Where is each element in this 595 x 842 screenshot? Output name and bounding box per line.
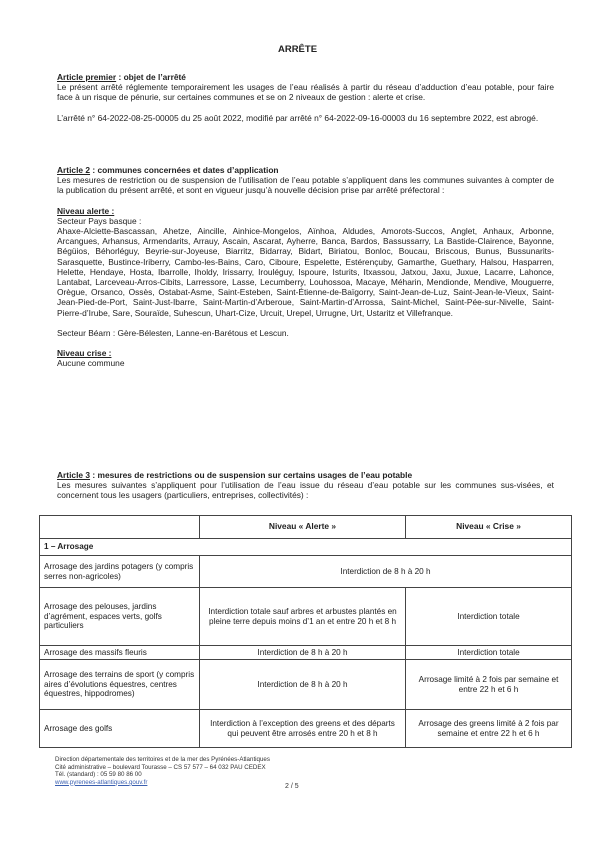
table-row bbox=[40, 588, 572, 646]
restriction-cell-both: Interdiction de 8 h à 20 h bbox=[200, 556, 572, 588]
bearn-communes: Secteur Béarn : Gère-Bélesten, Lanne-en-Barétous et Lescun. bbox=[57, 327, 289, 338]
article-3 bbox=[57, 470, 554, 501]
article-2-heading bbox=[57, 165, 554, 175]
article-3-heading-prefix: Article 3 bbox=[57, 470, 91, 480]
article-2-heading-prefix: Article 2 bbox=[57, 165, 91, 175]
footer-website-link[interactable]: www.pyrenees-atlantiques.gouv.fr bbox=[55, 778, 148, 786]
restrictions-table bbox=[39, 515, 572, 748]
alerte-cell: Interdiction totale sauf arbres et arbustes plantés en pleine terre depuis moins d’1 an et entre 20 h et 8 h bbox=[200, 588, 406, 646]
page-number: 2 / 5 bbox=[285, 783, 299, 790]
table-row bbox=[40, 710, 572, 748]
usage-cell: Arrosage des terrains de sport (y compris aires d’évolutions équestres, centres équestres, hippodromes) bbox=[40, 660, 200, 710]
crise-cell: Interdiction totale bbox=[406, 588, 572, 646]
crise-text: Aucune commune bbox=[57, 358, 125, 369]
crise-cell: Interdiction totale bbox=[406, 646, 572, 660]
page-title: ARRÊTE bbox=[277, 44, 318, 55]
footer-line-2: Cité administrative – boulevard Tourasse – CS 57 577 – 64 032 PAU CEDEX bbox=[55, 763, 266, 771]
table-row bbox=[40, 660, 572, 710]
alerte-cell: Interdiction de 8 h à 20 h bbox=[200, 660, 406, 710]
alerte-cell: Interdiction à l’exception des greens et des départs qui peuvent être arrosés entre 20 h et 8 h bbox=[200, 710, 406, 748]
crise-cell: Arrosage limité à 2 fois par semaine et entre 22 h et 6 h bbox=[406, 660, 572, 710]
pays-basque-communes: Ahaxe-Alciette-Bascassan, Ahetze, Aincille, Ainhice-Mongelos, Aïnhoa, Aldudes, Amorots-Succos, Anglet, Anhaux, Arbonne, Arcangues, Arhansus, Armendarits, Arrauy, Ascain, Ascarat, Ayherre, Banca, Bardos, Bassussarry, La Bastide-Clairence, Bayonne, Bégüios, Béhorléguy, Beyrie-sur-Joyeuse, Biarritz, Bidarray, Bidart, Biriatou, Bonloc, Boucau, Briscous, Bunus, Bussunarits-Sarasquette, Bustince-Iriberry, Cambo-les-Bains, Caro, Ciboure, Espelette, Estérençuby, Gamarthe, Guethary, Halsou, Hasparren, Helette, Hendaye, Hosta, Ibarrolle, Iholdy, Irissarry, Irouléguy, Ispoure, Isturits, Itxassou, Jatxou, Jaxu, Juxue, Lacarre, Lahonce, Lantabat, Larceveau-Arros-Cibits, Larressore, Lasse, Lecumberry, Louhossoa, Macaye, Méharin, Mendionde, Mendive, Mouguerre, Orègue, Orsanco, Ossès, Ostabat-Asme, Saint-Esteben, Saint-Étienne-de-Baïgorry, Saint-Jean-de-Luz, Saint-Jean-le-Vieux, Saint-Jean-Pied-de-Port, Saint-Just-Ibarre, Saint-Martin-d’Arberoue, Saint-Martin-d’Arrossa, Saint-Michel, Saint-Pée-sur-Nivelle, Saint-Pierre-d’Irube, Sare, Souraïde, Suhescun, Uhart-Cize, Urcuit, Urepel, Urrugne, Urt, Ustaritz et Villefranque. bbox=[57, 226, 554, 318]
article-3-heading-rest: : mesures de restrictions ou de suspension sur certains usages de l’eau potable bbox=[90, 470, 413, 480]
alerte-cell: Interdiction de 8 h à 20 h bbox=[200, 646, 406, 660]
alerte-heading: Niveau alerte : bbox=[57, 205, 115, 216]
usage-cell: Arrosage des jardins potagers (y compris serres non-agricoles) bbox=[40, 556, 200, 588]
article-2 bbox=[57, 165, 554, 368]
article-1-paragraph-2: L’arrêté n° 64-2022-08-25-00005 du 25 août 2022, modifié par arrêté n° 64-2022-09-16-00003 du 16 septembre 2022, est abrogé. bbox=[57, 112, 539, 123]
article-1-heading-prefix: Article premier bbox=[57, 72, 117, 82]
article-3-paragraph: Les mesures suivantes s’appliquent pour l’utilisation de l’eau issue du réseau d’eau potable sur les communes sus-visées, et concernent tous les usagers (particuliers, entreprises, collectivités) : bbox=[57, 480, 554, 501]
footer-line-3: Tél. (standard) : 05 59 80 86 00 bbox=[55, 771, 142, 779]
crise-cell: Arrosage des greens limité à 2 fois par semaine et entre 22 h et 6 h bbox=[406, 710, 572, 748]
table-row bbox=[40, 646, 572, 660]
usage-cell: Arrosage des pelouses, jardins d’agrément, espaces verts, golfs particuliers bbox=[40, 588, 200, 646]
article-3-heading bbox=[57, 470, 554, 480]
crise-heading: Niveau crise : bbox=[57, 348, 112, 359]
usage-cell: Arrosage des golfs bbox=[40, 710, 200, 748]
header-usage bbox=[40, 516, 200, 539]
table-header-row bbox=[40, 516, 572, 539]
header-crise: Niveau « Crise » bbox=[406, 516, 572, 539]
table-row bbox=[40, 556, 572, 588]
header-alerte: Niveau « Alerte » bbox=[200, 516, 406, 539]
footer-line-1: Direction départementale des territoires et de la mer des Pyrénées-Atlantiques bbox=[55, 756, 270, 763]
section-arrosage: 1 – Arrosage bbox=[40, 539, 572, 556]
footer bbox=[55, 756, 270, 786]
article-2-paragraph: Les mesures de restriction ou de suspension de l’utilisation de l’eau potable s’appliquent dans les communes suivantes à compter de la publication du présent arrêté, et sont en vigueur jusqu’à nouvelle décision prise par arrêté préfectoral : bbox=[57, 175, 554, 196]
table-section-row bbox=[40, 539, 572, 556]
article-1 bbox=[57, 72, 554, 123]
usage-cell: Arrosage des massifs fleuris bbox=[40, 646, 200, 660]
article-2-heading-rest: : communes concernées et dates d’application bbox=[90, 165, 279, 175]
article-1-heading-rest: : objet de l’arrêté bbox=[116, 72, 186, 82]
pays-basque-label: Secteur Pays basque : bbox=[57, 215, 142, 226]
article-1-heading bbox=[57, 72, 554, 82]
article-1-paragraph-1: Le présent arrêté réglemente temporairement les usages de l’eau réalisés à partir du réseau d’adduction d’eau potable, pour faire face à un risque de pénurie, sur certaines communes et se on 2 niveaux de gestion : alerte et crise. bbox=[57, 82, 554, 103]
